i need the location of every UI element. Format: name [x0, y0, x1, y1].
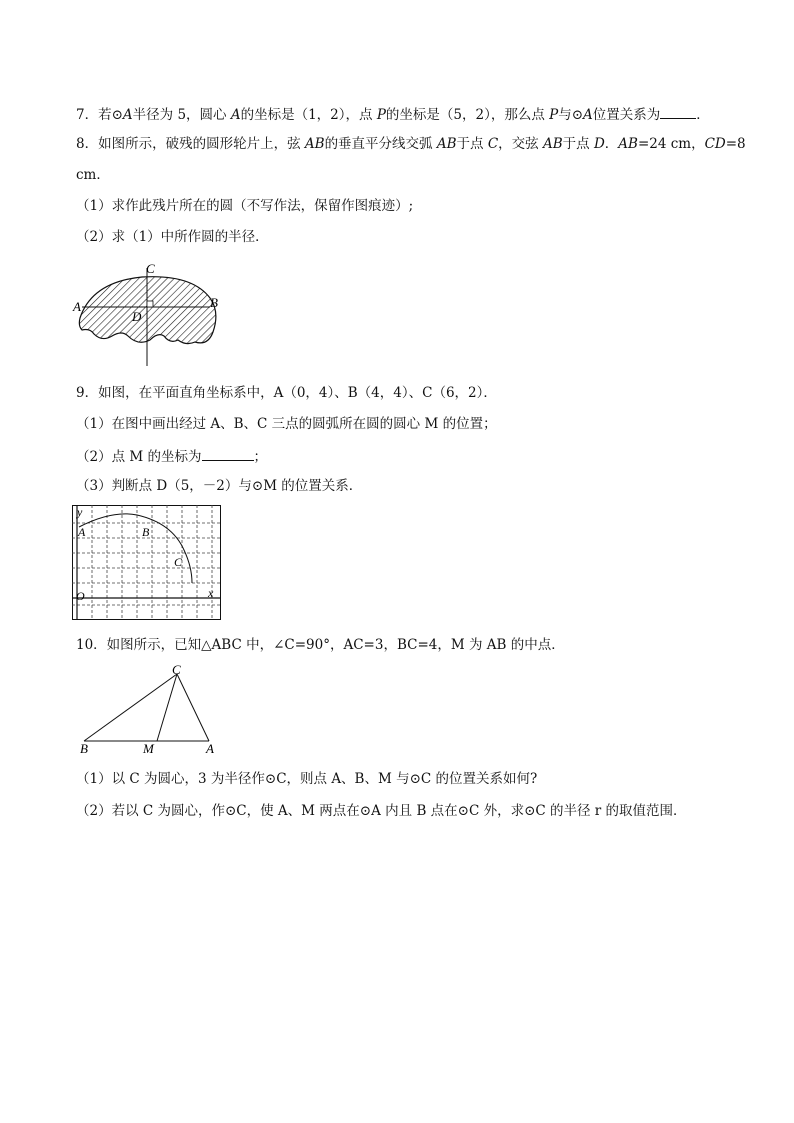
q8-var: AB [618, 136, 638, 152]
q8-text: 的垂直平分线交弧 [324, 136, 437, 152]
q9-stem: 9．如图，在平面直角坐标系中，A（0，4）、B（4，4）、C（6，2）． [76, 385, 497, 401]
q8-continuation: cm． [76, 167, 110, 183]
q7-var: A [230, 107, 241, 123]
grid-border [73, 506, 221, 620]
label-o: O [76, 589, 85, 603]
q9-sub3: （3）判断点 D（5，－2）与⊙M 的位置关系． [76, 478, 363, 494]
label-b: B [142, 525, 150, 539]
q7-text: 与⊙ [558, 107, 584, 123]
q7-text: 7．若⊙ [76, 107, 123, 123]
q8-text: 于点 [456, 136, 488, 152]
side-ca [177, 674, 209, 741]
q8-sub2: （2）求（1）中所作圆的半径． [76, 229, 269, 245]
label-a: A [78, 525, 86, 539]
grid-lines [72, 505, 220, 619]
q7-text: 的坐标是（5，2），那么点 [385, 107, 550, 123]
label-b: B [80, 741, 88, 756]
q9-sub2 [76, 446, 267, 466]
q9-sub2-text: （2）点 M 的坐标为 [76, 449, 202, 465]
q8-var: AB [436, 136, 457, 152]
q9-answer-blank[interactable] [202, 446, 254, 461]
q8-text: ，交弦 [498, 136, 543, 152]
q9-sub2-text: ； [253, 449, 267, 465]
q8-var: AB [304, 136, 325, 152]
q7-var: P [549, 107, 559, 123]
q8-text: =8 [725, 136, 746, 152]
q7-answer-blank[interactable] [660, 104, 696, 119]
q10-sub1: （1）以 C 为圆心，3 为半径作⊙C，则点 A、B、M 与⊙C 的位置关系如何? [76, 771, 538, 787]
q9-sub1: （1）在图中画出经过 A、B、C 三点的圆弧所在圆的圆心 M 的位置； [76, 416, 497, 432]
q8-text: ． [604, 136, 619, 152]
label-x: x [208, 586, 214, 600]
arc-through-abc [79, 514, 192, 583]
q8-var: C [487, 136, 499, 152]
q7-text: 半径为 5，圆心 [132, 107, 231, 123]
q7-var: A [122, 107, 133, 123]
q9-coordinate-figure [72, 505, 222, 621]
label-b: B [210, 295, 218, 310]
q8-figure [72, 260, 222, 370]
q8-text: 8．如图所示，破残的圆形轮片上，弦 [76, 136, 305, 152]
q10-sub2: （2）若以 C 为圆心，作⊙C，使 A、M 两点在⊙A 内且 B 点在⊙C 外，求⊙C 的半径 r 的取值范围． [76, 803, 687, 819]
label-a: A [206, 741, 214, 756]
q10-stem: 10．如图所示，已知△ABC 中，∠C=90°，AC=3，BC=4，M 为 AB 的中点． [76, 637, 565, 653]
label-c: C [174, 555, 183, 569]
q7-var: P [376, 107, 386, 123]
label-y: y [77, 505, 83, 519]
q10-triangle-figure [76, 663, 226, 755]
label-d: D [132, 309, 142, 324]
q8-line [76, 135, 746, 153]
label-a: A [73, 299, 81, 314]
right-angle-mark [147, 301, 153, 307]
q8-text: 于点 [562, 136, 594, 152]
median-cm [157, 674, 177, 741]
q7-line [76, 104, 710, 124]
q8-var: AB [542, 136, 563, 152]
q8-sub1: （1）求作此残片所在的圆（不写作法，保留作图痕迹）; [76, 198, 414, 214]
q7-text: 位置关系为 [592, 107, 661, 123]
q7-text: 的坐标是（1，2），点 [240, 107, 377, 123]
label-c: C [146, 261, 155, 276]
side-bc [84, 674, 177, 741]
q8-text: =24 cm， [637, 136, 705, 152]
broken-disc-shape [79, 277, 216, 344]
label-m: M [143, 741, 154, 756]
q7-text: ． [696, 107, 710, 123]
label-c: C [172, 662, 181, 677]
q7-var: A [583, 107, 593, 123]
q8-var: D [593, 136, 605, 152]
q8-var: CD [704, 136, 726, 152]
